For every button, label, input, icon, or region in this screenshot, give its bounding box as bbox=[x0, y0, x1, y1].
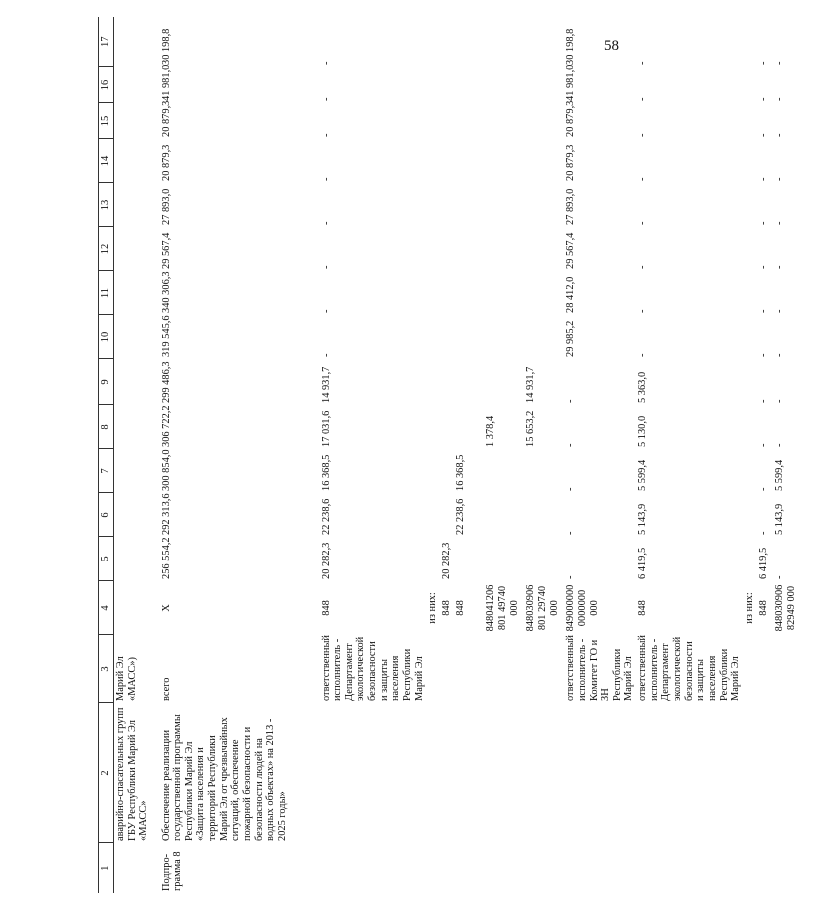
program-name-cell bbox=[454, 703, 484, 843]
value-cell: - bbox=[773, 399, 785, 403]
table-row bbox=[757, 17, 773, 893]
column-header-9: 9 bbox=[99, 359, 114, 405]
subprogram-cell bbox=[773, 843, 815, 893]
value-cell: - bbox=[320, 221, 332, 225]
value-cell: - bbox=[637, 353, 649, 357]
value-cell: - bbox=[773, 265, 785, 269]
table-row bbox=[320, 17, 427, 893]
value-cell bbox=[484, 271, 524, 315]
column-header-6: 6 bbox=[99, 493, 114, 537]
value-cell: 41 981,0 bbox=[160, 64, 172, 101]
value-cell bbox=[114, 67, 160, 103]
value-cell bbox=[743, 493, 757, 537]
table-row bbox=[484, 17, 524, 893]
page-number: 58 bbox=[604, 38, 619, 54]
value-cell bbox=[426, 139, 440, 183]
budget-code-cell: 848 bbox=[320, 600, 332, 616]
program-name-cell bbox=[524, 703, 564, 843]
value-cell: 41 981,0 bbox=[565, 64, 577, 101]
value-cell: 22 238,6 bbox=[455, 498, 467, 535]
column-header-10: 10 bbox=[99, 315, 114, 359]
subprogram-cell bbox=[484, 843, 524, 893]
program-name-cell bbox=[320, 703, 427, 843]
value-cell: 306 722,2 bbox=[160, 405, 172, 447]
value-cell: - bbox=[637, 221, 649, 225]
program-name-cell bbox=[484, 703, 524, 843]
value-cell bbox=[524, 227, 564, 271]
value-cell bbox=[114, 359, 160, 405]
value-cell: 16 368,5 bbox=[320, 454, 332, 491]
program-name-cell: аварийно-спасательных групп ГБУ Республики Марий Эл «МАСС» bbox=[115, 707, 150, 841]
value-cell: 6 419,5 bbox=[757, 547, 769, 579]
value-cell: - bbox=[637, 177, 649, 181]
value-cell: - bbox=[757, 353, 769, 357]
value-cell: 22 238,6 bbox=[320, 498, 332, 535]
value-cell: - bbox=[757, 61, 769, 65]
value-cell bbox=[743, 449, 757, 493]
rotated-table-container bbox=[98, 28, 797, 893]
subprogram-cell bbox=[743, 843, 757, 893]
value-cell bbox=[426, 537, 440, 581]
value-cell bbox=[743, 67, 757, 103]
budget-code-cell: 848 bbox=[637, 600, 649, 616]
value-cell: - bbox=[565, 443, 577, 447]
value-cell: - bbox=[320, 61, 332, 65]
column-header-11: 11 bbox=[99, 271, 114, 315]
value-cell: 340 306,3 bbox=[160, 271, 172, 313]
value-cell: - bbox=[757, 133, 769, 137]
value-cell bbox=[454, 183, 484, 227]
program-name-cell bbox=[743, 703, 757, 843]
value-cell bbox=[454, 17, 484, 67]
value-cell: 5 599,4 bbox=[637, 459, 649, 491]
value-cell: 300 854,0 bbox=[160, 449, 172, 491]
budget-code-cell: 848 bbox=[441, 600, 453, 616]
value-cell bbox=[426, 449, 440, 493]
column-header-14: 14 bbox=[99, 139, 114, 183]
value-cell: - bbox=[773, 61, 785, 65]
value-cell bbox=[440, 359, 454, 405]
executor-cell: всего bbox=[160, 677, 172, 701]
value-cell: 27 893,0 bbox=[565, 188, 577, 225]
value-cell: 20 282,3 bbox=[441, 542, 453, 579]
value-cell bbox=[743, 139, 757, 183]
value-cell bbox=[743, 271, 757, 315]
value-cell: 6 419,5 bbox=[637, 547, 649, 579]
value-cell bbox=[454, 405, 484, 449]
budget-code-cell: 848030906 801 29740 000 bbox=[525, 584, 560, 632]
value-cell bbox=[524, 67, 564, 103]
subprogram-cell bbox=[454, 843, 484, 893]
value-cell: 17 031,6 bbox=[320, 410, 332, 447]
column-header-2: 2 bbox=[99, 703, 114, 843]
value-cell: 27 893,0 bbox=[160, 188, 172, 225]
budget-code-cell: 848 bbox=[455, 600, 467, 616]
budget-code-cell: 848 bbox=[757, 600, 769, 616]
value-cell: - bbox=[320, 133, 332, 137]
value-cell: - bbox=[773, 133, 785, 137]
value-cell bbox=[114, 103, 160, 139]
value-cell bbox=[454, 227, 484, 271]
value-cell bbox=[440, 405, 454, 449]
executor-cell: ответственный исполнитель - Департамент экологической безопасности и защиты населения Республики Марий Эл bbox=[320, 635, 425, 701]
program-name-cell bbox=[426, 703, 440, 843]
value-cell: - bbox=[757, 265, 769, 269]
value-cell: 29 985,2 bbox=[565, 320, 577, 357]
executor-cell bbox=[484, 635, 524, 703]
value-cell bbox=[743, 227, 757, 271]
value-cell bbox=[440, 67, 454, 103]
value-cell: - bbox=[565, 575, 577, 579]
column-header-3: 3 bbox=[99, 635, 114, 703]
value-cell bbox=[114, 405, 160, 449]
table-row bbox=[160, 17, 320, 893]
value-cell bbox=[484, 315, 524, 359]
value-cell: - bbox=[773, 177, 785, 181]
value-cell: 30 198,8 bbox=[160, 28, 172, 65]
value-cell bbox=[114, 183, 160, 227]
subprogram-cell bbox=[114, 843, 160, 893]
budget-code-cell: из них: bbox=[743, 592, 755, 624]
subprogram-cell bbox=[757, 843, 773, 893]
value-cell: - bbox=[757, 487, 769, 491]
table-body bbox=[114, 17, 815, 893]
subprogram-cell bbox=[440, 843, 454, 893]
value-cell bbox=[114, 315, 160, 359]
value-cell bbox=[426, 227, 440, 271]
value-cell: - bbox=[757, 399, 769, 403]
budget-code-cell: из них: bbox=[427, 592, 439, 624]
executor-cell bbox=[743, 635, 757, 703]
executor-cell bbox=[757, 635, 773, 703]
value-cell: 15 653,2 bbox=[525, 410, 537, 447]
value-cell bbox=[440, 315, 454, 359]
column-header-17: 17 bbox=[99, 17, 114, 67]
value-cell bbox=[524, 183, 564, 227]
value-cell: - bbox=[773, 353, 785, 357]
value-cell: - bbox=[320, 97, 332, 101]
budget-code-cell: 848041206 801 49740 000 bbox=[485, 584, 520, 632]
value-cell: 14 931,7 bbox=[525, 366, 537, 403]
column-header-1: 1 bbox=[99, 843, 114, 893]
value-cell: 1 378,4 bbox=[485, 415, 497, 447]
table-row bbox=[114, 17, 160, 893]
value-cell: - bbox=[773, 97, 785, 101]
subprogram-cell bbox=[426, 843, 440, 893]
value-cell: - bbox=[757, 97, 769, 101]
value-cell bbox=[524, 103, 564, 139]
value-cell bbox=[440, 493, 454, 537]
value-cell bbox=[440, 17, 454, 67]
value-cell bbox=[484, 359, 524, 405]
program-name-cell bbox=[564, 703, 636, 843]
value-cell: 20 879,3 bbox=[160, 100, 172, 137]
value-cell bbox=[440, 449, 454, 493]
value-cell bbox=[484, 537, 524, 581]
value-cell: - bbox=[637, 97, 649, 101]
value-cell: 14 931,7 bbox=[320, 366, 332, 403]
value-cell bbox=[440, 227, 454, 271]
value-cell bbox=[743, 537, 757, 581]
value-cell: - bbox=[773, 575, 785, 579]
value-cell bbox=[454, 315, 484, 359]
budget-code-cell bbox=[114, 581, 160, 635]
value-cell bbox=[484, 493, 524, 537]
value-cell: - bbox=[757, 443, 769, 447]
value-cell: 20 879,3 bbox=[565, 100, 577, 137]
value-cell bbox=[484, 139, 524, 183]
subprogram-cell: Подпро-грамма 8 bbox=[160, 851, 184, 891]
value-cell: - bbox=[757, 177, 769, 181]
table-row bbox=[773, 17, 815, 893]
value-cell bbox=[484, 17, 524, 67]
column-header-7: 7 bbox=[99, 449, 114, 493]
executor-cell: Марий Эл «МАСС») bbox=[115, 656, 138, 701]
value-cell bbox=[743, 315, 757, 359]
value-cell bbox=[524, 493, 564, 537]
executor-cell: ответственный исполнитель - Комитет ГО и ЗН Республики Марий Эл bbox=[565, 635, 635, 701]
value-cell bbox=[454, 139, 484, 183]
value-cell: 256 554,2 bbox=[160, 537, 172, 579]
subprogram-cell bbox=[524, 843, 564, 893]
value-cell bbox=[114, 17, 160, 67]
value-cell: - bbox=[320, 309, 332, 313]
value-cell: 20 879,3 bbox=[565, 144, 577, 181]
value-cell: 5 130,0 bbox=[637, 415, 649, 447]
value-cell: - bbox=[565, 531, 577, 535]
column-header-4: 4 bbox=[99, 581, 114, 635]
column-header-5: 5 bbox=[99, 537, 114, 581]
value-cell: - bbox=[773, 443, 785, 447]
value-cell bbox=[454, 537, 484, 581]
value-cell: - bbox=[637, 61, 649, 65]
value-cell bbox=[114, 537, 160, 581]
value-cell: - bbox=[757, 309, 769, 313]
value-cell bbox=[426, 271, 440, 315]
value-cell bbox=[743, 405, 757, 449]
value-cell bbox=[524, 449, 564, 493]
value-cell: - bbox=[637, 309, 649, 313]
value-cell bbox=[484, 449, 524, 493]
value-cell bbox=[484, 67, 524, 103]
value-cell: 20 879,3 bbox=[160, 144, 172, 181]
column-header-8: 8 bbox=[99, 405, 114, 449]
column-header-13: 13 bbox=[99, 183, 114, 227]
value-cell: 5 143,9 bbox=[773, 503, 785, 535]
value-cell: - bbox=[757, 531, 769, 535]
program-name-cell bbox=[440, 703, 454, 843]
value-cell bbox=[114, 227, 160, 271]
value-cell bbox=[114, 271, 160, 315]
value-cell bbox=[454, 67, 484, 103]
value-cell: 30 198,8 bbox=[565, 28, 577, 65]
value-cell bbox=[114, 139, 160, 183]
value-cell bbox=[524, 315, 564, 359]
table-row bbox=[454, 17, 484, 893]
value-cell: - bbox=[637, 265, 649, 269]
value-cell bbox=[484, 183, 524, 227]
value-cell bbox=[454, 271, 484, 315]
table-row bbox=[564, 17, 636, 893]
value-cell bbox=[114, 449, 160, 493]
value-cell: - bbox=[565, 487, 577, 491]
value-cell bbox=[743, 183, 757, 227]
value-cell bbox=[743, 103, 757, 139]
value-cell bbox=[426, 17, 440, 67]
table-row bbox=[440, 17, 454, 893]
subprogram-cell bbox=[320, 843, 427, 893]
value-cell bbox=[524, 537, 564, 581]
value-cell: - bbox=[637, 133, 649, 137]
table-row bbox=[426, 17, 440, 893]
value-cell bbox=[426, 183, 440, 227]
value-cell: - bbox=[320, 353, 332, 357]
value-cell: 29 567,4 bbox=[160, 232, 172, 269]
value-cell: 5 363,0 bbox=[637, 371, 649, 403]
value-cell bbox=[440, 103, 454, 139]
budget-code-cell: 849000000 0000000 000 bbox=[565, 584, 600, 632]
value-cell bbox=[524, 271, 564, 315]
table-row bbox=[636, 17, 743, 893]
value-cell: - bbox=[773, 309, 785, 313]
column-header-15: 15 bbox=[99, 103, 114, 139]
value-cell bbox=[440, 183, 454, 227]
value-cell: 292 313,6 bbox=[160, 493, 172, 535]
budget-table bbox=[98, 17, 815, 893]
value-cell: 319 545,6 bbox=[160, 315, 172, 357]
value-cell: 299 486,3 bbox=[160, 361, 172, 403]
value-cell bbox=[484, 103, 524, 139]
executor-cell bbox=[440, 635, 454, 703]
value-cell: 28 412,0 bbox=[565, 276, 577, 313]
table-row bbox=[743, 17, 757, 893]
value-cell bbox=[524, 139, 564, 183]
value-cell bbox=[743, 17, 757, 67]
value-cell bbox=[440, 271, 454, 315]
value-cell: - bbox=[773, 221, 785, 225]
value-cell bbox=[426, 67, 440, 103]
value-cell bbox=[426, 359, 440, 405]
value-cell: 29 567,4 bbox=[565, 232, 577, 269]
program-name-cell bbox=[773, 703, 815, 843]
column-header-12: 12 bbox=[99, 227, 114, 271]
value-cell: - bbox=[320, 265, 332, 269]
value-cell: 16 368,5 bbox=[455, 454, 467, 491]
value-cell: 20 282,3 bbox=[320, 542, 332, 579]
value-cell: - bbox=[320, 177, 332, 181]
executor-cell bbox=[426, 635, 440, 703]
value-cell bbox=[114, 493, 160, 537]
budget-code-cell: 848030906 82949 000 bbox=[773, 584, 797, 632]
budget-code-cell: Х bbox=[160, 604, 172, 612]
table-row bbox=[524, 17, 564, 893]
value-cell bbox=[484, 227, 524, 271]
column-header-16: 16 bbox=[99, 67, 114, 103]
value-cell bbox=[426, 103, 440, 139]
executor-cell bbox=[524, 635, 564, 703]
subprogram-cell bbox=[564, 843, 636, 893]
value-cell bbox=[454, 103, 484, 139]
value-cell bbox=[426, 493, 440, 537]
value-cell: 5 599,4 bbox=[773, 459, 785, 491]
value-cell bbox=[743, 359, 757, 405]
value-cell bbox=[426, 315, 440, 359]
executor-cell bbox=[454, 635, 484, 703]
program-name-cell bbox=[636, 703, 743, 843]
value-cell bbox=[454, 359, 484, 405]
executor-cell: ответственный исполнитель - Департамент экологической безопасности и защиты населения Республики Марий Эл bbox=[637, 635, 742, 701]
value-cell: - bbox=[565, 399, 577, 403]
column-number-header bbox=[99, 17, 114, 893]
program-name-cell: Обеспечение реализации государственной программы Республики Марий Эл «Защита населения и территорий Республики Марий Эл от чрезвычайных ситуаций, обеспечение пожарной безопасности и безопасности людей на водных объектах» на 2013 - 2025 годы» bbox=[160, 714, 288, 841]
value-cell bbox=[524, 17, 564, 67]
subprogram-cell bbox=[636, 843, 743, 893]
value-cell bbox=[426, 405, 440, 449]
executor-cell bbox=[773, 635, 815, 703]
value-cell: - bbox=[757, 221, 769, 225]
value-cell: 5 143,9 bbox=[637, 503, 649, 535]
program-name-cell bbox=[757, 703, 773, 843]
value-cell bbox=[440, 139, 454, 183]
